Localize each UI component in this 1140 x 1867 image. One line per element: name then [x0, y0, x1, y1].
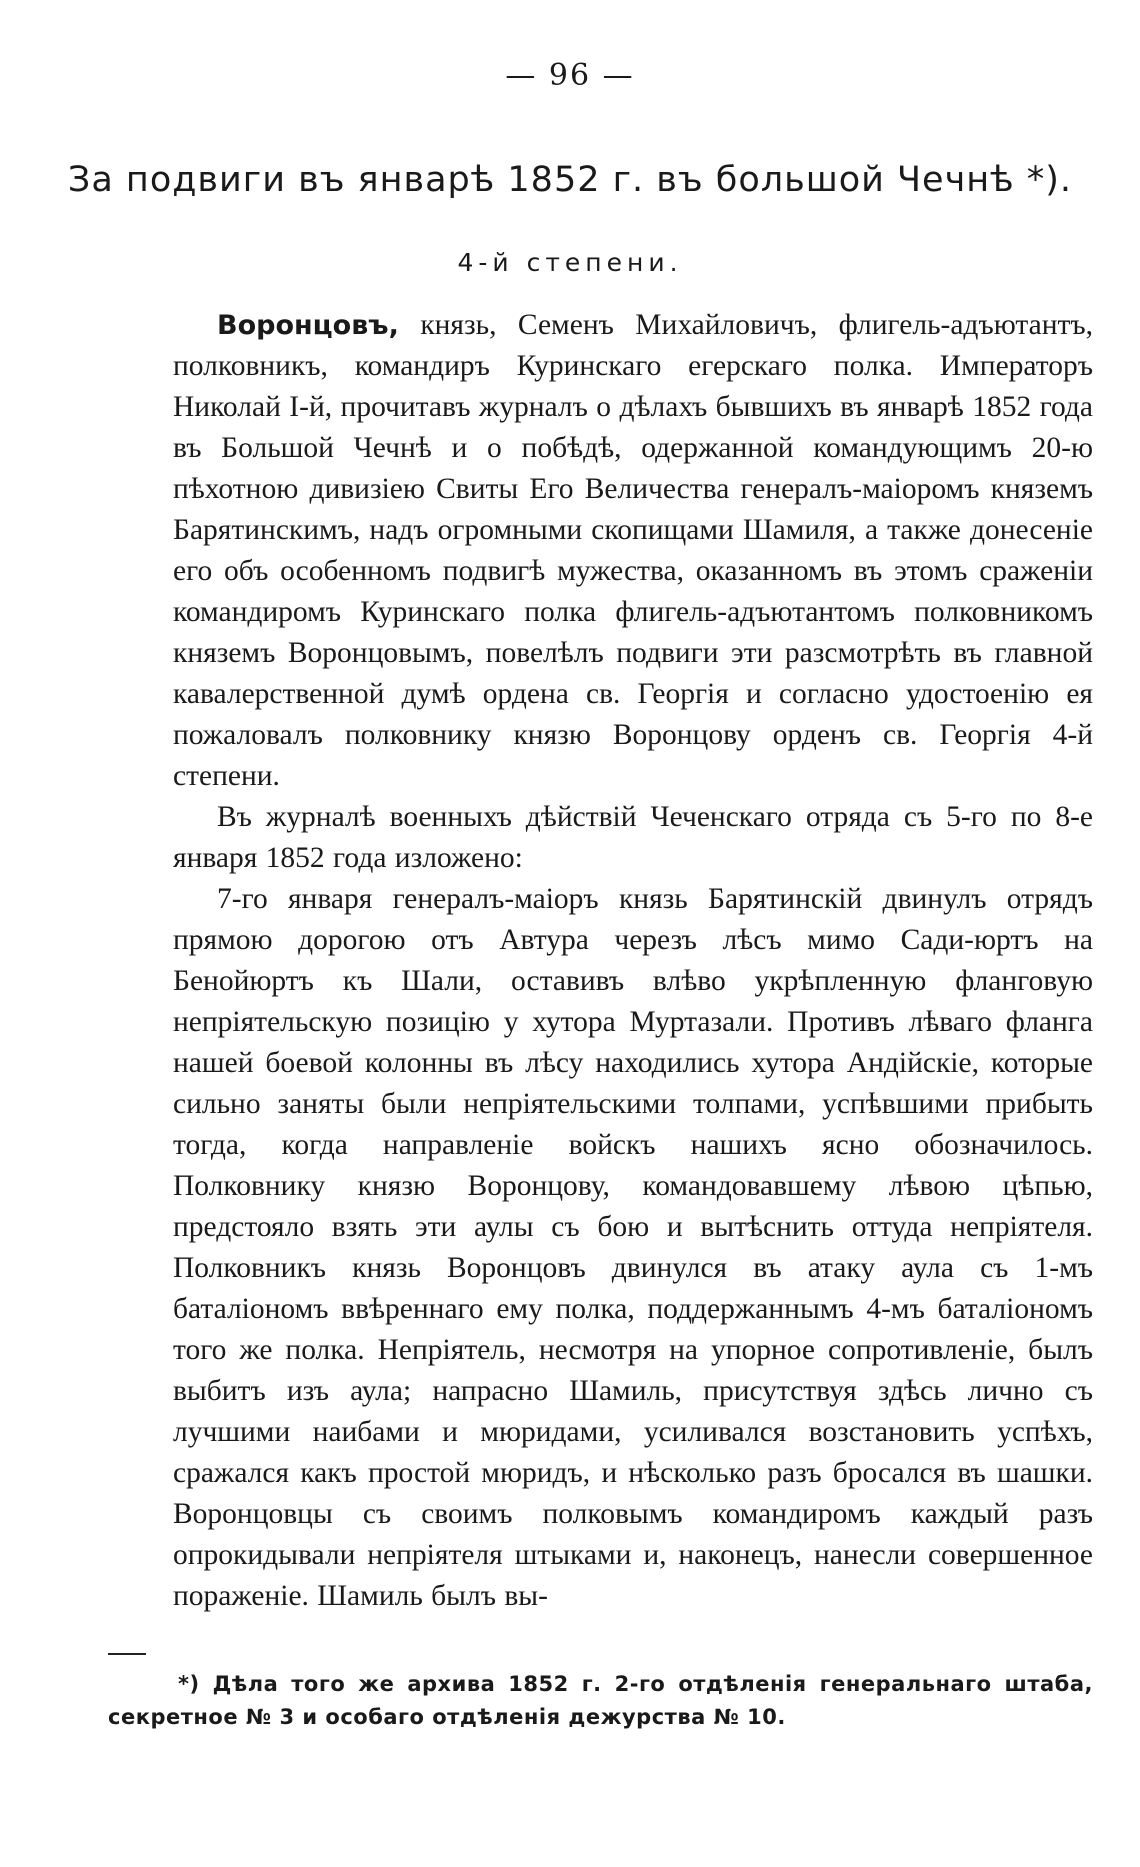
paragraph-1-text: князь, Семенъ Михайловичъ, флигель-адъютантъ, полковникъ, командиръ Куринскаго егерскаго полка. Императоръ Николай І-й, прочитавъ журналъ о дѣлахъ бывшихъ въ январѣ 1852 года въ Большой Чечнѣ и о побѣдѣ, одержанной командующимъ 20-ю пѣхотною дивизiею Свиты Его Величества генералъ-маiоромъ княземъ Барятинскимъ, надъ огромными скопищами Шамиля, а также донесенiе его объ особенномъ подвигѣ мужества, оказанномъ въ этомъ сраженiи командиромъ Куринскаго полка флигель-адъютантомъ полковникомъ княземъ Воронцовымъ, повелѣлъ подвиги эти разсмотрѣть въ главной кавалерственной думѣ ордена св. Георгiя и согласно удостоенiю ея пожаловалъ полковнику князю Воронцову орденъ св. Георгiя 4-й степени.	[173, 309, 1094, 792]
page-number: — 96 —	[505, 58, 635, 93]
paragraph-2: Въ журналѣ военныхъ дѣйствiй Чеченскаго отряда съ 5-го по 8-е января 1852 года изложено:	[173, 801, 1093, 874]
paragraph-3: 7-го января генералъ-маiоръ князь Барятинскiй двинулъ отрядъ прямою дорогою отъ Автура черезъ лѣсъ мимо Сади-юртъ на Бенойюртъ къ Шали, оставивъ влѣво укрѣпленную фланговую непрiятельскую позицiю у хутора Муртазали. Противъ лѣваго фланга нашей боевой колонны въ лѣсу находились хутора Андiйскiе, которые сильно заняты были непрiятельскими толпами, успѣвшими прибыть тогда, когда направленiе войскъ нашихъ ясно обозначилось. Полковнику князю Воронцову, командовавшему лѣвою цѣпью, предстояло взять эти аулы съ бою и вытѣснить оттуда непрiятеля. Полковникъ князь Воронцовъ двинулся въ атаку аула съ 1-мъ баталiономъ ввѣреннаго ему полка, поддержаннымъ 4-мъ баталiономъ того же полка. Непрiятель, несмотря на упорное сопротивленiе, былъ выбитъ изъ аула; напрасно Шамиль, присутствуя здѣсь лично съ лучшими наибами и мюридами, усиливался возстановить успѣхъ, сражался какъ простой мюридъ, и нѣсколько разъ бросался въ шашки. Воронцовцы съ своимъ полковымъ командиромъ каждый разъ опрокидывали непрiятеля штыками и, наконецъ, нанесли совершенное пораженiе. Шамиль былъ вы-	[173, 883, 1093, 1612]
section-subtitle: 4-й степени.	[457, 248, 683, 277]
main-text	[173, 305, 1093, 1617]
footnote-divider	[108, 1653, 146, 1655]
section-title: За подвиги въ январѣ 1852 г. въ большой Чечнѣ *).	[67, 160, 1073, 200]
footnote: *) Дѣла того же архива 1852 г. 2-го отдѣленiя генеральнаго штаба, секретное № 3 и особаго отдѣленiя дежурства № 10.	[108, 1672, 1093, 1729]
paragraph-1	[173, 305, 1093, 797]
person-name: Воронцовъ,	[217, 310, 399, 341]
